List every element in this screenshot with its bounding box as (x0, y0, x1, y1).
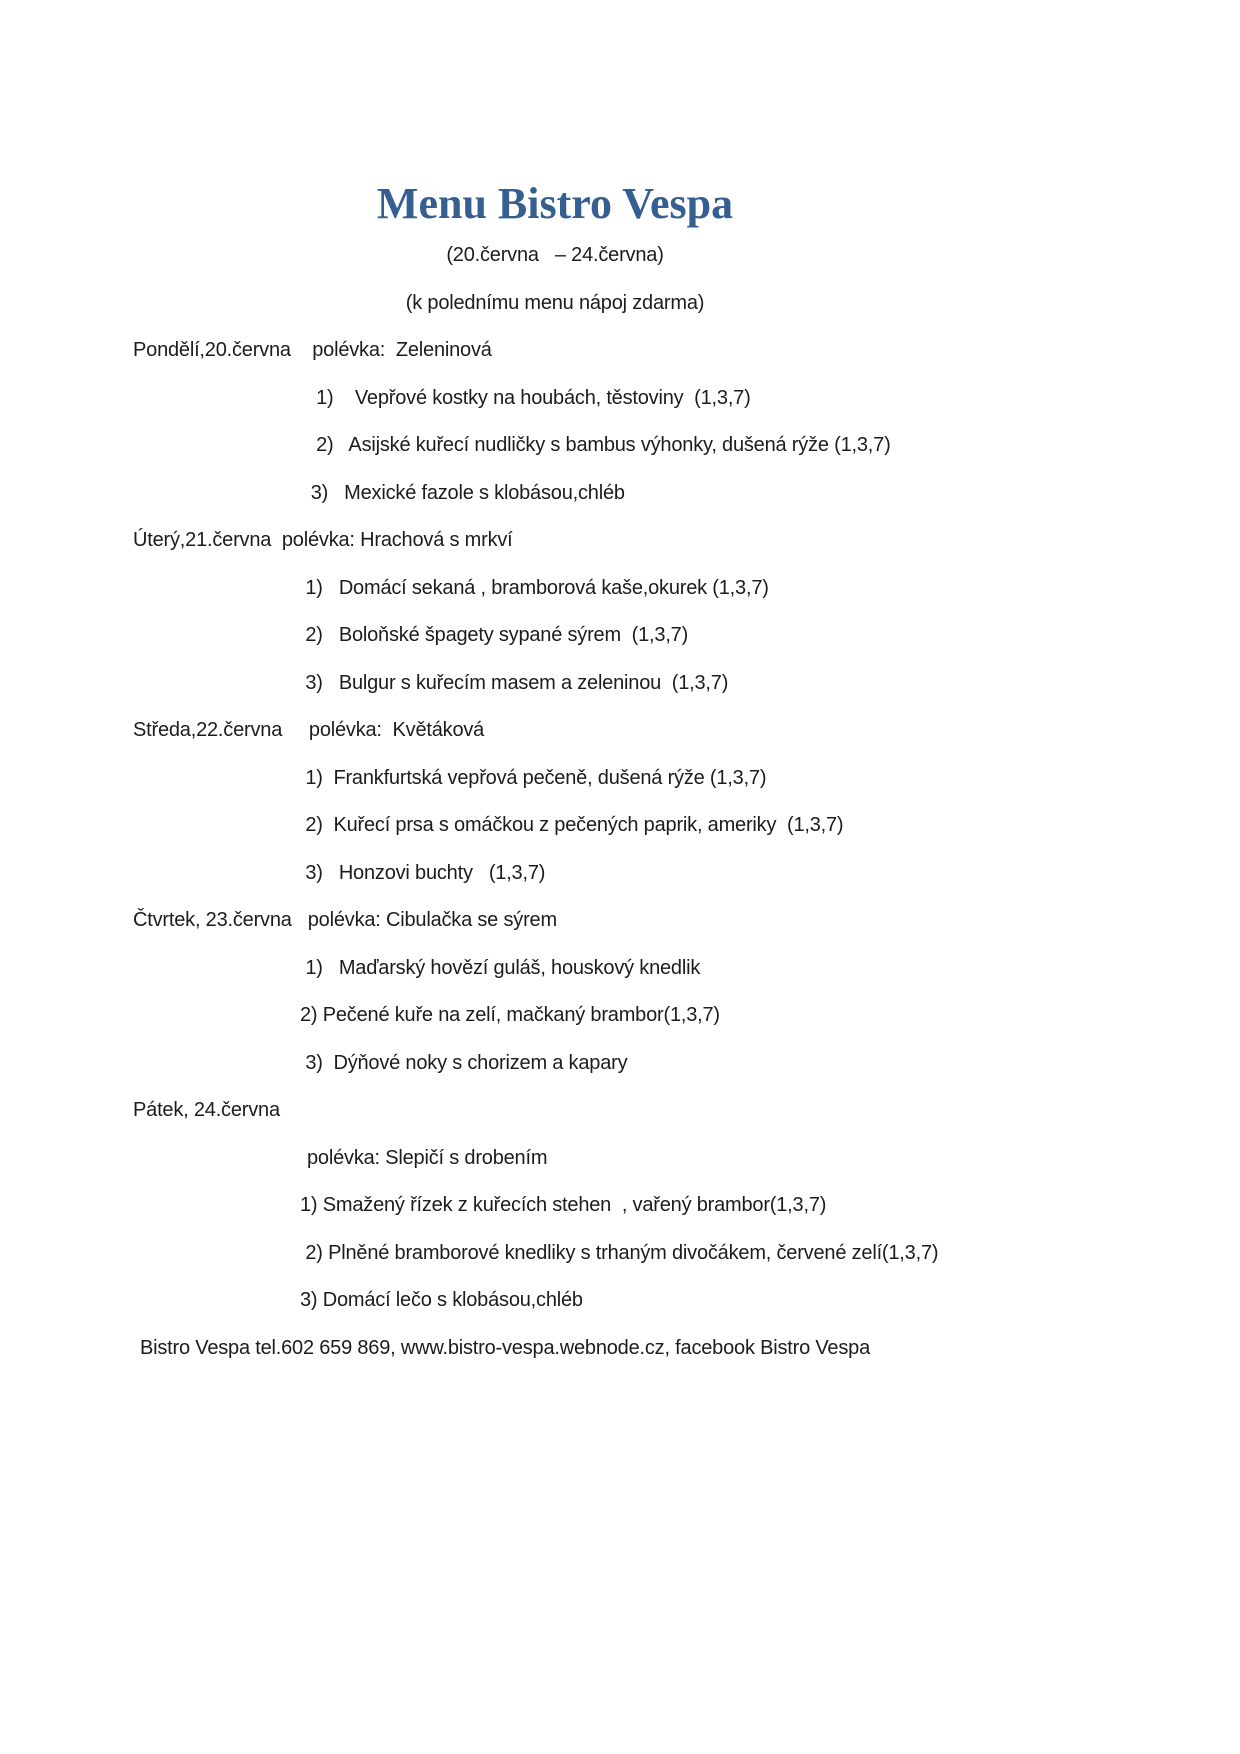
footer-contact: Bistro Vespa tel.602 659 869, www.bistro-vespa.webnode.cz, facebook Bistro Vespa (140, 1336, 870, 1359)
menu-item: 2) Boloňské špagety sypané sýrem (1,3,7) (300, 624, 689, 646)
menu-item: 3) Honzovi buchty (1,3,7) (300, 861, 546, 884)
date-range: (20.června – 24.června) (446, 244, 664, 266)
day-header: Pondělí,20.června polévka: Zeleninová (133, 339, 492, 361)
day-header: Pátek, 24.června (133, 1099, 280, 1121)
day-section (0, 327, 1240, 517)
menu-item: 1) Vepřové kostky na houbách, těstoviny (1,3,7) (300, 386, 751, 409)
day-section (0, 707, 1240, 897)
menu-item: 2) Plněné bramborové knedliky s trhaným divočákem, červené zelí(1,3,7) (300, 1241, 939, 1264)
menu-item: 1) Smažený řízek z kuřecích stehen , vařený brambor(1,3,7) (300, 1194, 827, 1216)
document-header (0, 175, 1110, 327)
day-header: Úterý,21.června polévka: Hrachová s mrkví (133, 529, 513, 551)
menu-item: 2) Kuřecí prsa s omáčkou z pečených paprik, ameriky (1,3,7) (300, 814, 844, 836)
day-section (0, 897, 1240, 1087)
menu-item: 1) Domácí sekaná , bramborová kaše,okurek (1,3,7) (300, 576, 769, 599)
page-title: Menu Bistro Vespa (376, 179, 734, 228)
menu-item: 3) Dýňové noky s chorizem a kapary (300, 1051, 628, 1074)
menu-item: 3) Bulgur s kuřecím masem a zeleninou (1,3,7) (300, 671, 729, 694)
menu-days (0, 327, 1240, 1325)
menu-item: 2) Asijské kuřecí nudličky s bambus výhonky, dušená rýže (1,3,7) (300, 434, 891, 456)
menu-item: 3) Mexické fazole s klobásou,chléb (300, 481, 625, 504)
menu-item: 1) Frankfurtská vepřová pečeně, dušená rýže (1,3,7) (300, 766, 767, 789)
menu-item: 1) Maďarský hovězí guláš, houskový knedlik (300, 956, 701, 979)
day-header: Středa,22.června polévka: Květáková (133, 719, 485, 741)
day-section (0, 1087, 1240, 1325)
menu-item: 3) Domácí lečo s klobásou,chléb (300, 1289, 583, 1311)
menu-item: 2) Pečené kuře na zelí, mačkaný brambor(1,3,7) (300, 1004, 720, 1026)
soup-line: polévka: Slepičí s drobením (307, 1146, 548, 1169)
free-drink-note: (k polednímu menu nápoj zdarma) (405, 291, 705, 314)
day-header: Čtvrtek, 23.června polévka: Cibulačka se sýrem (133, 909, 557, 931)
day-section (0, 517, 1240, 707)
